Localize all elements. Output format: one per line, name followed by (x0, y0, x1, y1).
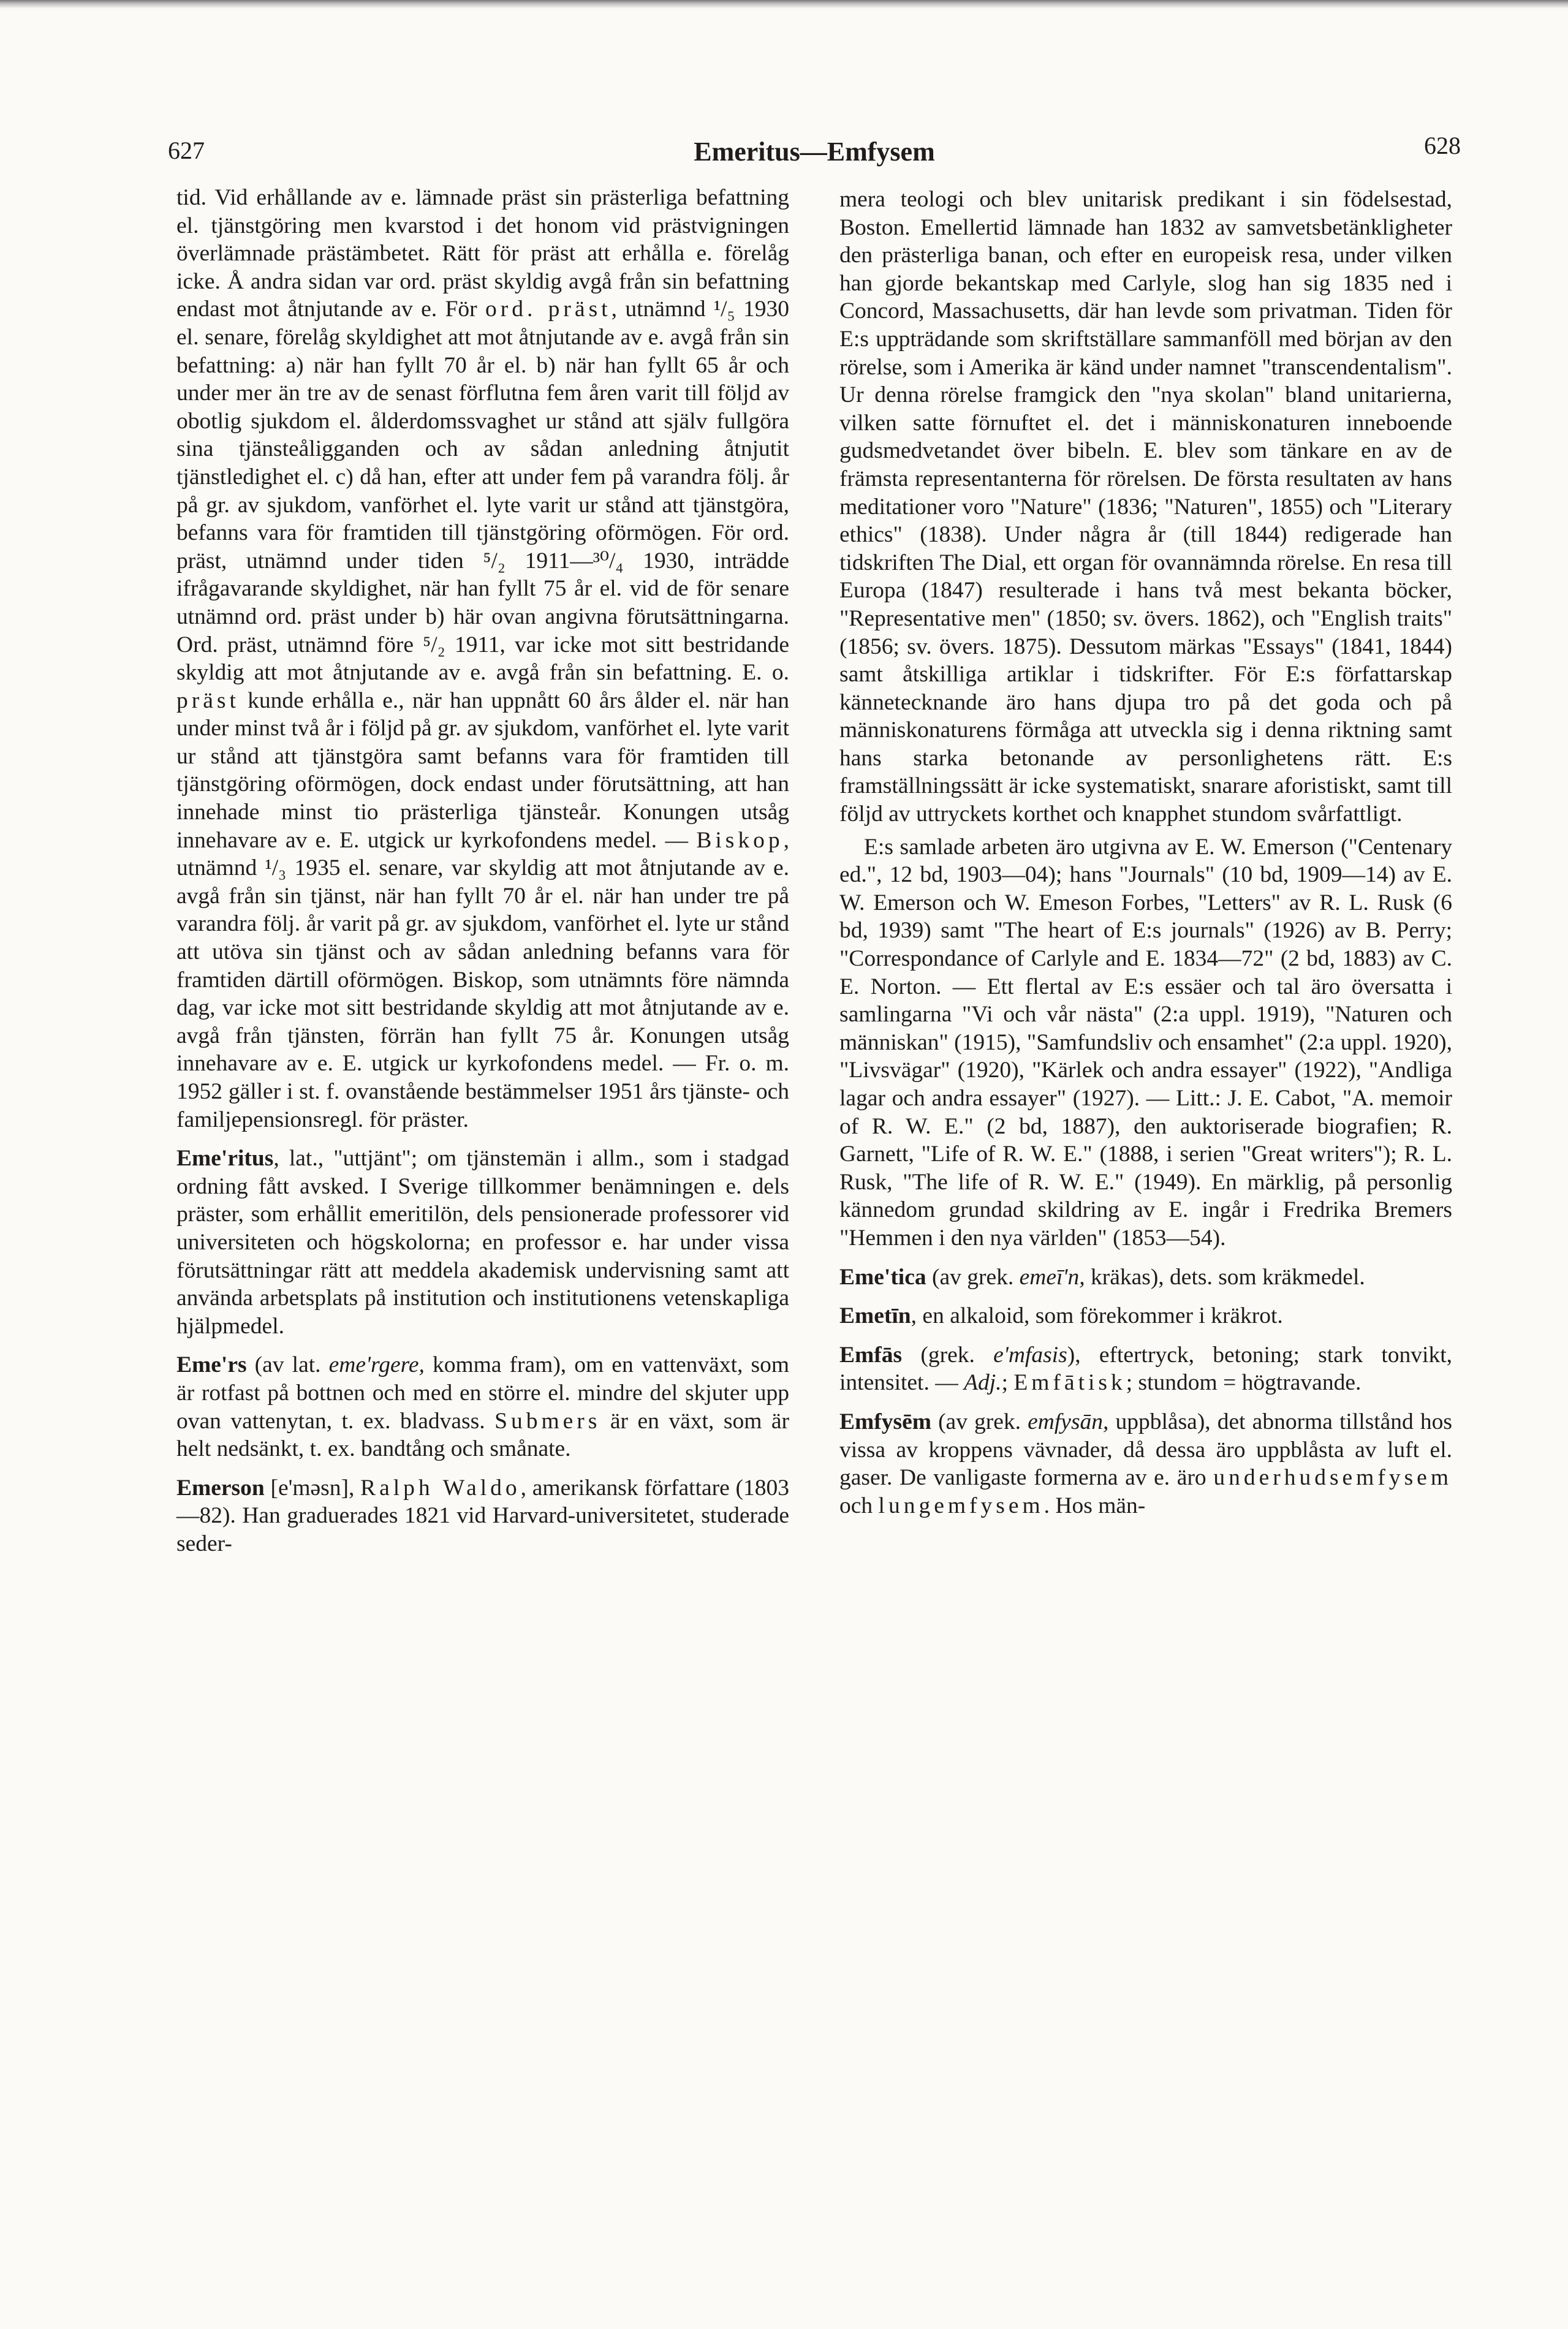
emeritus-continuation: tid. Vid erhållande av e. lämnade präst sin prästerliga befattning el. tjänstgöring men kvarstod i det honom vid prästvigningen överlämnade prästämbetet. Rätt för präst att erhålla e. förelåg icke. Å andra sidan var ord. präst skyldig avgå från sin befattning endast mot åtnjutande av e. För ord. präst, utnämnd ¹/₅ 1930 el. senare, förelåg skyldighet att mot åtnjutande av e. avgå från sin befattning: a) när han fyllt 70 år el. b) när han fyllt 65 år och under mer än tre av de senast förflutna fem åren varit till följd av obotlig sjukdom el. ålderdomssvaghet ur stånd att själv fullgöra sina tjänsteåligganden och av sådan anledning åtnjutit tjänstledighet el. c) då han, efter att under fem på varandra följ. år på gr. av sjukdom, vanförhet el. lyte varit ur stånd att tjänstgöra, befanns vara för framtiden till tjänstgöring oförmögen. För ord. präst, utnämnd under tiden ⁵/₂ 1911—³⁰/₄ 1930, inträdde ifrågavarande skyldighet, när han fyllt 75 år el. vid de för senare utnämnd ord. präst under b) här ovan angivna förutsättningarna. Ord. präst, utnämnd före ⁵/₂ 1911, var icke mot sitt bestridande skyldig att mot åtnjutande av e. avgå från sin befattning. E. o. präst kunde erhålla e., när han uppnått 60 års ålder el. när han under minst två år i följd på gr. av sjukdom, vanförhet el. lyte varit ur stånd att tjänstgöra samt befanns vara för framtiden till tjänstgöring oförmögen, dock endast under förutsättning, att han innehade minst tio prästerliga tjänsteår. Konungen utsåg innehavare av e. E. utgick ur kyrkofondens medel. — Biskop, utnämnd ¹/₃ 1935 el. senare, var skyldig att mot åtnjutande av e. avgå från sin tjänst, när han fyllt 70 år el. när han under tre på varandra följ. år varit på gr. av sjukdom, vanförhet el. lyte ur stånd att utöva sin tjänst och av sådan anledning befanns vara för framtiden därtill oförmögen. Biskop, som utnämnts före nämnda dag, var icke mot sitt bestridande skyldig att mot åtnjutande av e. avgå från tjänsten, förrän han fyllt 75 år. Konungen utsåg innehavare av e. E. utgick ur kyrkofondens medel. — Fr. o. m. 1952 gäller i st. f. ovanstående bestämmelser 1951 års tjänste- och familjepensionsregl. för präster. (176, 185, 789, 1132)
left-column (176, 184, 789, 1558)
entry-emetin: Emetīn, en alkaloid, som förekommer i kräkrot. (839, 1303, 1283, 1329)
headword: Eme'rs (176, 1352, 247, 1378)
headword: Emfysēm (839, 1409, 931, 1434)
spaced-term: underhudsemfysem (1213, 1465, 1452, 1491)
spaced-term: Ralph Waldo (360, 1475, 521, 1501)
headword: Emfās (839, 1342, 903, 1368)
spaced-term: Emfātisk (1013, 1370, 1126, 1396)
entry-emetica: Eme'tica (av grek. emeī'n, kräkas), dets. som kräkmedel. (839, 1264, 1365, 1290)
page-header (168, 132, 1461, 179)
spaced-term: Submers (494, 1408, 601, 1434)
spaced-term: präst (176, 687, 240, 713)
emerson-bibliography: E:s samlade arbeten äro utgivna av E. W. Emerson ("Centenary ed.", 12 bd, 1903—04); hans "Journals" (10 bd, 1909—14) av E. W. Emerson och W. Emeson Forbes, "Letters" av R. L. Rusk (6 bd, 1939) samt "The heart of E:s journals" (1926) av B. Perry; "Correspondance of Carlyle and E. 1834—72" (2 bd, 1883) av C. E. Norton. — Ett flertal av E:s essäer och tal äro översatta i samlingarna "Vi och vår nästa" (2:a uppl. 1919), "Naturen och människan" (1915), "Samfundsliv och ensamhet" (2:a uppl. 1920), "Livsvägar" (1920), "Kärlek och andra essayer" (1922), "Andliga lagar och andra essayer" (1927). — Litt.: J. E. Cabot, "A. memoir of R. W. E." (2 bd, 1887), den auktoriserade biografien; R. Garnett, "Life of R. W. E." (1888, i serien "Great writers"); R. L. Rusk, "The life of R. W. E." (1949). En märklig, på personlig kännedom grundad skildring av E. ingår i Fredrika Bremers "Hemmen i den nya världen" (1853—54). (839, 834, 1452, 1251)
spaced-term: lungemfysem (878, 1493, 1044, 1518)
entry-emfas: Emfās (grek. e'mfasis), eftertryck, betoning; stark tonvikt, intensitet. — Adj.; Emfātisk; stundom = högtravande. (839, 1342, 1452, 1396)
entry-emfysem: Emfysēm (av grek. emfysān, uppblåsa), det abnorma tillstånd hos vissa av kroppens vävnader, då dessa äro uppblåsta av luft el. gaser. De vanligaste formerna av e. äro underhudsemfysem och lungemfysem. Hos män- (839, 1409, 1452, 1518)
headword: Eme'tica (839, 1264, 926, 1290)
headword: Eme'ritus (176, 1146, 274, 1172)
page-number-left: 627 (168, 137, 205, 164)
emerson-continuation: mera teologi och blev unitarisk predikant i sin födelsestad, Boston. Emellertid lämnade han 1832 av samvetsbetänkligheter den prästerliga banan, och efter en europeisk resa, under vilken han gjorde bekantskap med Carlyle, slog han sig 1835 ned i Concord, Massachusetts, där han levde som privatman. Tiden för E:s uppträdande som skriftställare sammanföll med början av den rörelse, som i Amerika är känd under namnet "transcendentalism". Ur denna rörelse framgick den "nya skolan" bland unitarierna, vilken satte förnuftet el. det i människonaturen inneboende gudsmedvetandet över bibeln. E. blev som tänkare en av de främsta representanterna för rörelsen. De första resultaten av hans meditationer voro "Nature" (1836; "Naturen", 1855) och "Literary ethics" (1838). Under några år (till 1844) redigerade han tidskriften The Dial, ett organ för ovannämnda rörelse. En resa till Europa (1847) resulterade i hans två mest bekanta böcker, "Representative men" (1850; sv. övers. 1862), och "English traits" (1856; sv. övers. 1875). Dessutom märkas "Essays" (1841, 1844) samt åtskilliga artiklar i tidskrifter. För E:s författarskap kännetecknande äro hans djupa tro på det goda och på människonaturens förmåga att utveckla sig i denna riktning samt hans starka betonande av personlighetens rätt. E:s framställningssätt är icke systematiskt, snarare aforistiskt, samt till följd av uttryckets korthet och knapphet stundom svårfattligt. (839, 187, 1452, 827)
spaced-term: Biskop (696, 827, 784, 853)
headword: Emetīn (839, 1303, 911, 1329)
running-title: Emeritus—Emfysem (694, 137, 935, 167)
headword: Emerson (176, 1475, 265, 1501)
page-number-right: 628 (1424, 132, 1461, 159)
spaced-term: ord. präst (485, 297, 612, 322)
entry-emeritus: Eme'ritus, lat., "uttjänt"; om tjänstemän i allm., som i stadgad ordning fått avsked. I Sverige tillkommer benämningen e. dels präster, som erhållit emeritilön, dels pensionerade professorer vid universiteten och högskolorna; en professor e. har under vissa förutsättningar rätt att meddela akademisk undervisning samt att använda arbetsplats på institution och institutionens vetenskapliga hjälpmedel. (176, 1146, 789, 1339)
page-top-edge (0, 0, 1568, 9)
entry-emerson: Emerson [e'məsn], Ralph Waldo, amerikansk författare (1803—82). Han graduerades 1821 vid Harvard-universitetet, studerade seder- (176, 1475, 789, 1556)
entry-emers: Eme'rs (av lat. eme'rgere, komma fram), om en vattenväxt, som är rotfast på bottnen och med en större el. mindre del skjuter upp ovan vattenytan, t. ex. bladvass. Submers är en växt, som är helt nedsänkt, t. ex. bandtång och smånate. (176, 1352, 789, 1462)
right-column (839, 186, 1452, 1520)
